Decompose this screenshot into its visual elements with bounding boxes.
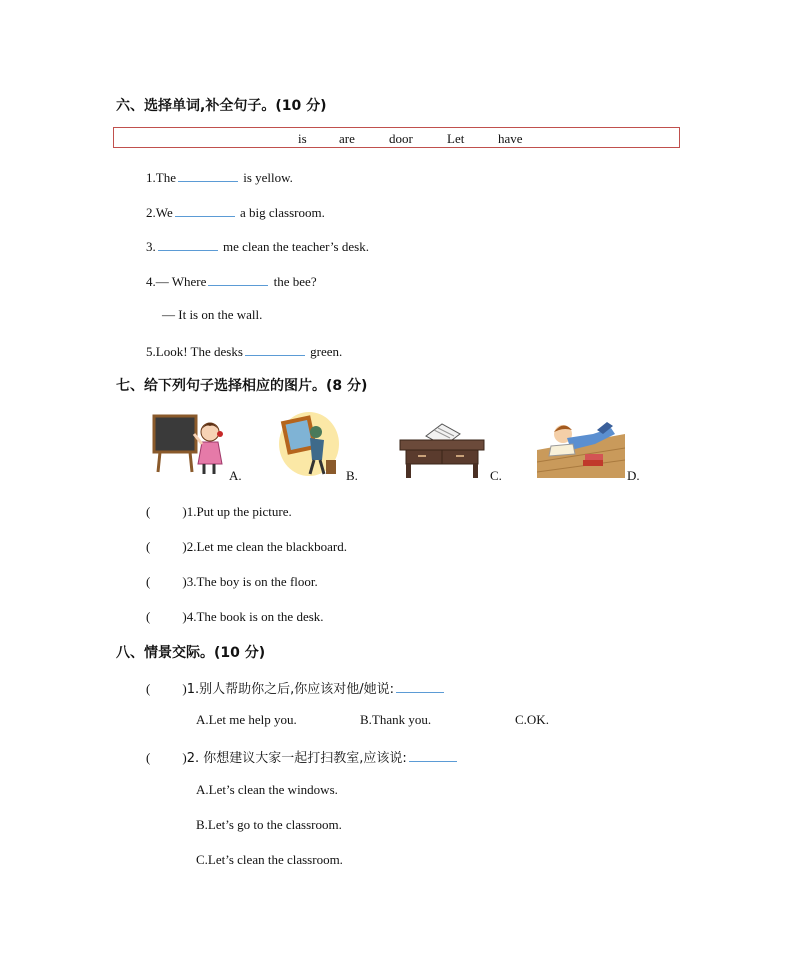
section-8-heading: 八、情景交际。(10 分): [116, 645, 266, 661]
dialogue-question-2: ( )2. 你想建议大家一起打扫教室,应该说:: [146, 747, 459, 766]
picture-label-c: C.: [490, 468, 502, 483]
match-item-3: ( )3.The boy is on the floor.: [146, 574, 318, 589]
word-bank-item: Let: [447, 131, 465, 146]
section-6-heading: 六、选择单词,补全句子。(10 分): [116, 98, 327, 114]
q1-option-b: B.Thank you.: [360, 712, 432, 727]
fill-item-2: 2.We a big classroom.: [146, 205, 325, 220]
answer-blank[interactable]: [396, 679, 444, 693]
fill-item-5: 5.Look! The desks green.: [146, 344, 343, 359]
hang-picture-icon: [276, 410, 342, 478]
answer-blank[interactable]: [245, 342, 305, 356]
picture-label-b: B.: [346, 468, 358, 483]
answer-blank[interactable]: [178, 168, 238, 182]
fill-item-1: 1.The is yellow.: [146, 170, 293, 185]
picture-label-d: D.: [627, 468, 640, 483]
boy-on-floor-icon: [537, 420, 625, 478]
answer-blank[interactable]: [175, 203, 235, 217]
match-item-2: ( )2.Let me clean the blackboard.: [146, 539, 347, 554]
fill-item-4: 4.— Where the bee?: [146, 274, 317, 289]
word-bank-item: are: [339, 131, 355, 146]
q1-option-a: A.Let me help you.: [196, 712, 297, 727]
fill-item-3: 3. me clean the teacher’s desk.: [146, 239, 369, 254]
q2-option-b: B.Let’s go to the classroom.: [196, 817, 342, 832]
girl-blackboard-icon: [152, 412, 228, 478]
match-item-4: ( )4.The book is on the desk.: [146, 609, 324, 624]
answer-blank[interactable]: [409, 748, 457, 762]
word-bank-box: [113, 127, 680, 148]
answer-blank[interactable]: [208, 272, 268, 286]
word-bank-item: is: [298, 131, 307, 146]
word-bank-item: door: [389, 131, 413, 146]
picture-label-a: A.: [229, 468, 242, 483]
q2-option-a: A.Let’s clean the windows.: [196, 782, 338, 797]
q1-option-c: C.OK.: [515, 712, 549, 727]
dialogue-question-1: ( )1.别人帮助你之后,你应该对他/她说:: [146, 678, 446, 697]
q2-option-c: C.Let’s clean the classroom.: [196, 852, 343, 867]
book-on-desk-icon: [398, 416, 486, 480]
answer-blank[interactable]: [158, 237, 218, 251]
section-7-heading: 七、给下列句子选择相应的图片。(8 分): [116, 378, 368, 394]
match-item-1: ( )1.Put up the picture.: [146, 504, 292, 519]
word-bank-item: have: [498, 131, 523, 146]
fill-item-4-answer: — It is on the wall.: [162, 307, 263, 322]
